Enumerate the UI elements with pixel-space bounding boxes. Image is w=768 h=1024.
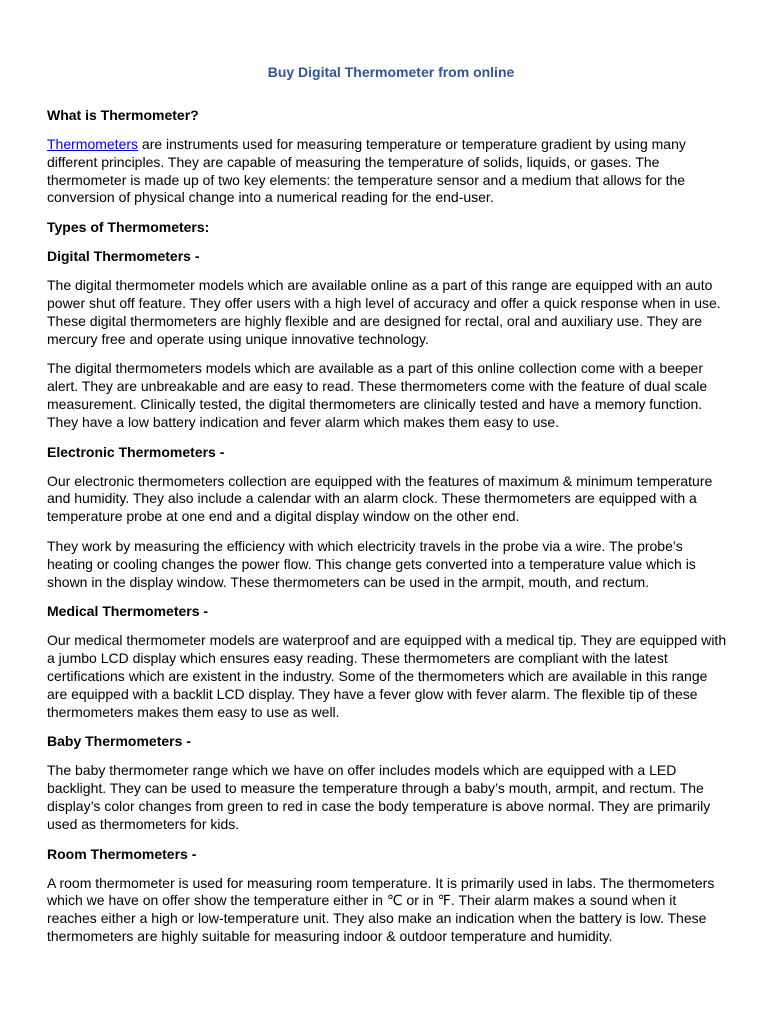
thermometers-link[interactable]: Thermometers — [47, 136, 139, 152]
paragraph-room: A room thermometer is used for measuring room temperature. It is primarily used in labs. The thermometers which we have on offer show the temperature either in ℃ or in ℉. Their alarm makes a sound when it reaches either a high or low-temperature unit. They also make an indication when the battery is low. These thermometers are highly suitable for measuring indoor & outdoor temperature and humidity. — [47, 874, 715, 944]
paragraph-what-is-thermometer — [47, 136, 727, 207]
heading-types-of-thermometers: Types of Thermometers: — [47, 219, 210, 236]
paragraph-digital-1: The digital thermometer models which are available online as a part of this range are equipped with an auto power shut off feature. They offer users with a high level of accuracy and offer a quick response when in use. These digital thermometers are highly flexible and are designed for rectal, oral and auxiliary use. They are mercury free and operate using unique innovative technology. — [47, 277, 721, 347]
paragraph-what-is-thermometer-text: are instruments used for measuring temperature or temperature gradient by using many different principles. They are capable of measuring the temperature of solids, liquids, or gases. The thermometer is made up of two key elements: the temperature sensor and a medium that allows for the conversion of physical change into a numerical reading for the end-user. — [47, 136, 686, 206]
heading-baby-thermometers: Baby Thermometers - — [47, 733, 191, 750]
paragraph-electronic-2: They work by measuring the efficiency with which electricity travels in the probe via a wire. The probe’s heating or cooling changes the power flow. This change gets converted into a temperature value which is shown in the display window. These thermometers can be used in the armpit, mouth, and rectum. — [47, 537, 696, 590]
paragraph-medical: Our medical thermometer models are waterproof and are equipped with a medical tip. They are equipped with a jumbo LCD display which ensures easy reading. These thermometers are compliant with the latest certifications which are existent in the industry. Some of the thermometers which are available in this range are equipped with a backlit LCD display. They have a fever glow with fever alarm. The flexible tip of these thermometers makes them easy to use as well. — [47, 632, 727, 720]
heading-room-thermometers: Room Thermometers - — [47, 845, 197, 862]
heading-medical-thermometers: Medical Thermometers - — [47, 603, 209, 620]
paragraph-electronic-1: Our electronic thermometers collection are equipped with the features of maximum & minimum temperature and humidity. They also include a calendar with an alarm clock. These thermometers are equipped with a temperature probe at one end and a digital display window on the other end. — [47, 472, 713, 525]
paragraph-baby: The baby thermometer range which we have on offer includes models which are equipped with a LED backlight. They can be used to measure the temperature through a baby’s mouth, armpit, and rectum. The display’s color changes from green to red in case the body temperature is above normal. They are primarily used as thermometers for kids. — [47, 762, 711, 832]
paragraph-digital-2: The digital thermometers models which are available as a part of this online collection come with a beeper alert. They are unbreakable and are easy to read. These thermometers come with the feature of dual scale measurement. Clinically tested, the digital thermometers are clinically tested and have a memory function. They have a low battery indication and fever alarm which makes them easy to use. — [47, 360, 708, 430]
document-title: Buy Digital Thermometer from online — [267, 64, 515, 80]
heading-electronic-thermometers: Electronic Thermometers - — [47, 443, 225, 460]
heading-what-is-thermometer: What is Thermometer? — [47, 107, 199, 123]
document-page — [47, 64, 727, 958]
heading-digital-thermometers: Digital Thermometers - — [47, 248, 200, 265]
